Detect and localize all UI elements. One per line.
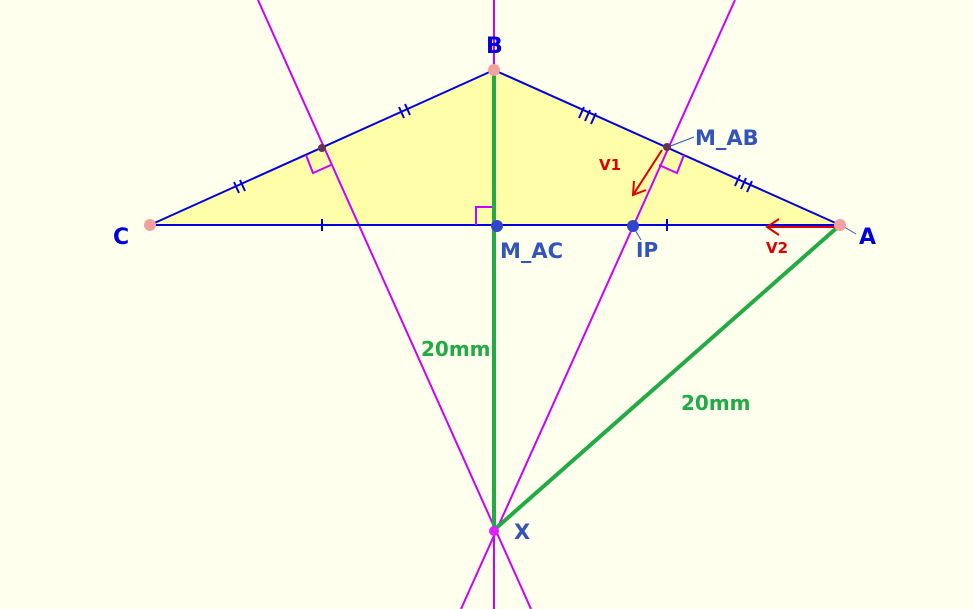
- label-distance-xa: 20mm: [681, 391, 751, 415]
- point-mid-cb[interactable]: [318, 144, 326, 152]
- label-a: A: [859, 225, 877, 250]
- point-ip[interactable]: [627, 220, 639, 232]
- distance-xa[interactable]: [494, 225, 840, 530]
- point-m-ab[interactable]: [663, 143, 671, 151]
- label-v2: V2: [766, 239, 789, 257]
- point-b[interactable]: [488, 64, 500, 76]
- label-c: C: [113, 225, 130, 250]
- label-m-ac: M_AC: [500, 239, 564, 263]
- label-distance-xb: 20mm: [421, 337, 491, 361]
- label-b: B: [486, 34, 503, 59]
- point-m-ac[interactable]: [491, 220, 503, 232]
- label-x: X: [514, 520, 531, 544]
- label-ip: IP: [636, 238, 659, 262]
- point-a[interactable]: [834, 219, 846, 231]
- point-c[interactable]: [144, 219, 156, 231]
- label-v1: V1: [599, 156, 622, 174]
- label-m-ab: M_AB: [695, 126, 759, 150]
- point-x[interactable]: [489, 526, 499, 536]
